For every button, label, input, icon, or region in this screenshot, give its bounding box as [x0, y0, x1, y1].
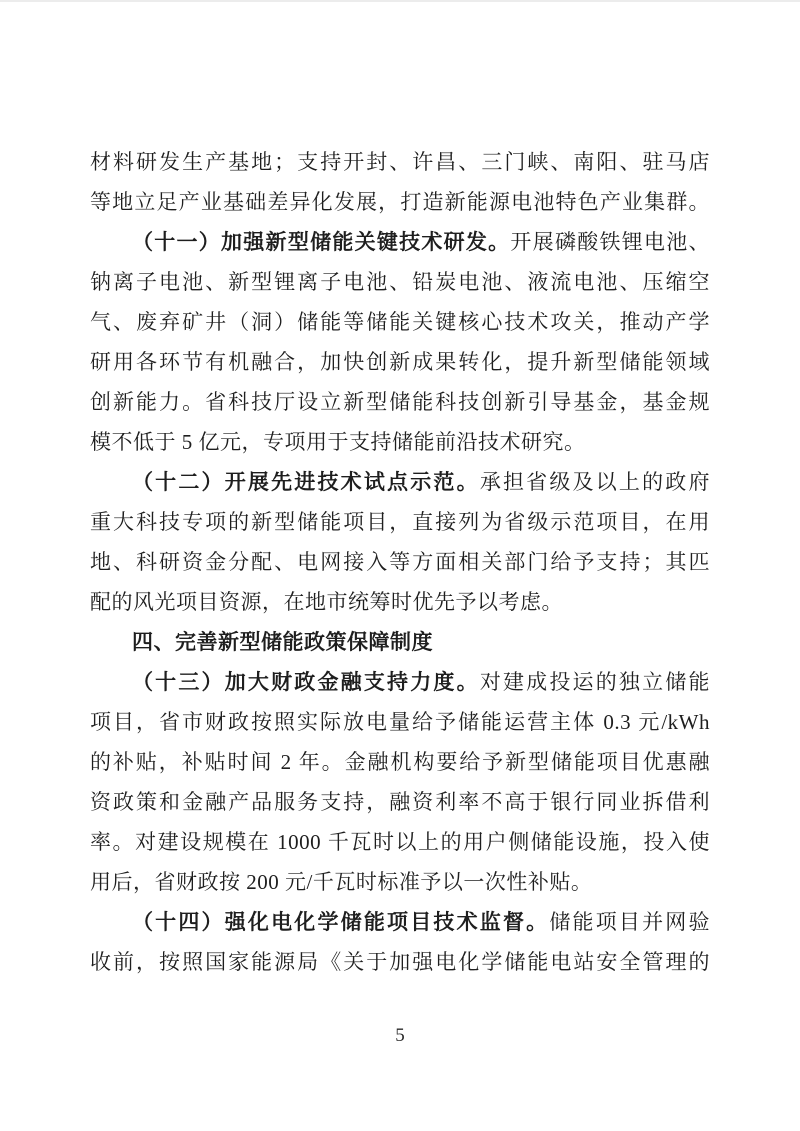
bold-text-segment: （十二）开展先进技术试点示范。	[132, 470, 480, 494]
page-number: 5	[395, 1025, 405, 1046]
text-line	[90, 462, 710, 502]
text-line	[90, 542, 710, 582]
bold-text-segment: （十一）加强新型储能关键技术研发。	[132, 230, 511, 254]
text-segment: 资政策和金融产品服务支持，融资利率不高于银行同业拆借利	[90, 790, 710, 814]
text-segment: 对建成投运的独立储能	[479, 670, 710, 694]
text-segment: 配的风光项目资源，在地市统筹时优先予以考虑。	[90, 590, 563, 614]
text-segment: 收前，按照国家能源局《关于加强电化学储能电站安全管理的	[90, 950, 710, 974]
text-segment: 储能项目并网验	[549, 910, 710, 934]
text-segment: 率。对建设规模在 1000 千瓦时以上的用户侧储能设施，投入使	[90, 830, 710, 854]
text-segment: 等地立足产业基础差异化发展，打造新能源电池特色产业集群。	[90, 190, 710, 214]
text-line	[90, 222, 710, 262]
text-line	[90, 902, 710, 942]
text-line	[90, 382, 710, 422]
text-line	[90, 142, 710, 182]
text-segment: 模不低于 5 亿元，专项用于支持储能前沿技术研究。	[90, 430, 586, 454]
text-segment: 承担省级及以上的政府	[479, 470, 710, 494]
text-segment: 钠离子电池、新型锂离子电池、铅炭电池、液流电池、压缩空	[90, 270, 710, 294]
text-segment: 研用各环节有机融合，加快创新成果转化，提升新型储能领域	[90, 350, 710, 374]
text-segment: 创新能力。省科技厅设立新型储能科技创新引导基金，基金规	[90, 390, 710, 414]
text-segment: 地、科研资金分配、电网接入等方面相关部门给予支持；其匹	[90, 550, 710, 574]
text-line	[90, 862, 710, 902]
text-line	[90, 262, 710, 302]
text-line	[90, 662, 710, 702]
bold-text-segment: 四、完善新型储能政策保障制度	[132, 630, 433, 654]
bold-text-segment: （十三）加大财政金融支持力度。	[132, 670, 480, 694]
text-line	[90, 782, 710, 822]
text-line	[90, 822, 710, 862]
bold-text-segment: （十四）强化电化学储能项目技术监督。	[132, 910, 550, 934]
document-body	[90, 142, 710, 982]
text-segment: 的补贴，补贴时间 2 年。金融机构要给予新型储能项目优惠融	[90, 750, 710, 774]
text-line	[90, 742, 710, 782]
text-segment: 材料研发生产基地；支持开封、许昌、三门峡、南阳、驻马店	[90, 150, 710, 174]
text-line	[90, 302, 710, 342]
text-line	[90, 342, 710, 382]
text-segment: 重大科技专项的新型储能项目，直接列为省级示范项目，在用	[90, 510, 710, 534]
text-segment: 气、废弃矿井（洞）储能等储能关键核心技术攻关，推动产学	[90, 310, 710, 334]
text-segment: 开展磷酸铁锂电池、	[510, 230, 710, 254]
text-line	[90, 622, 710, 662]
text-line	[90, 182, 710, 222]
text-line	[90, 702, 710, 742]
text-segment: 项目，省市财政按照实际放电量给予储能运营主体 0.3 元/kWh	[90, 710, 710, 734]
text-segment: 用后，省财政按 200 元/千瓦时标准予以一次性补贴。	[90, 870, 593, 894]
text-line	[90, 942, 710, 982]
text-line	[90, 422, 710, 462]
text-line	[90, 582, 710, 622]
text-line	[90, 502, 710, 542]
